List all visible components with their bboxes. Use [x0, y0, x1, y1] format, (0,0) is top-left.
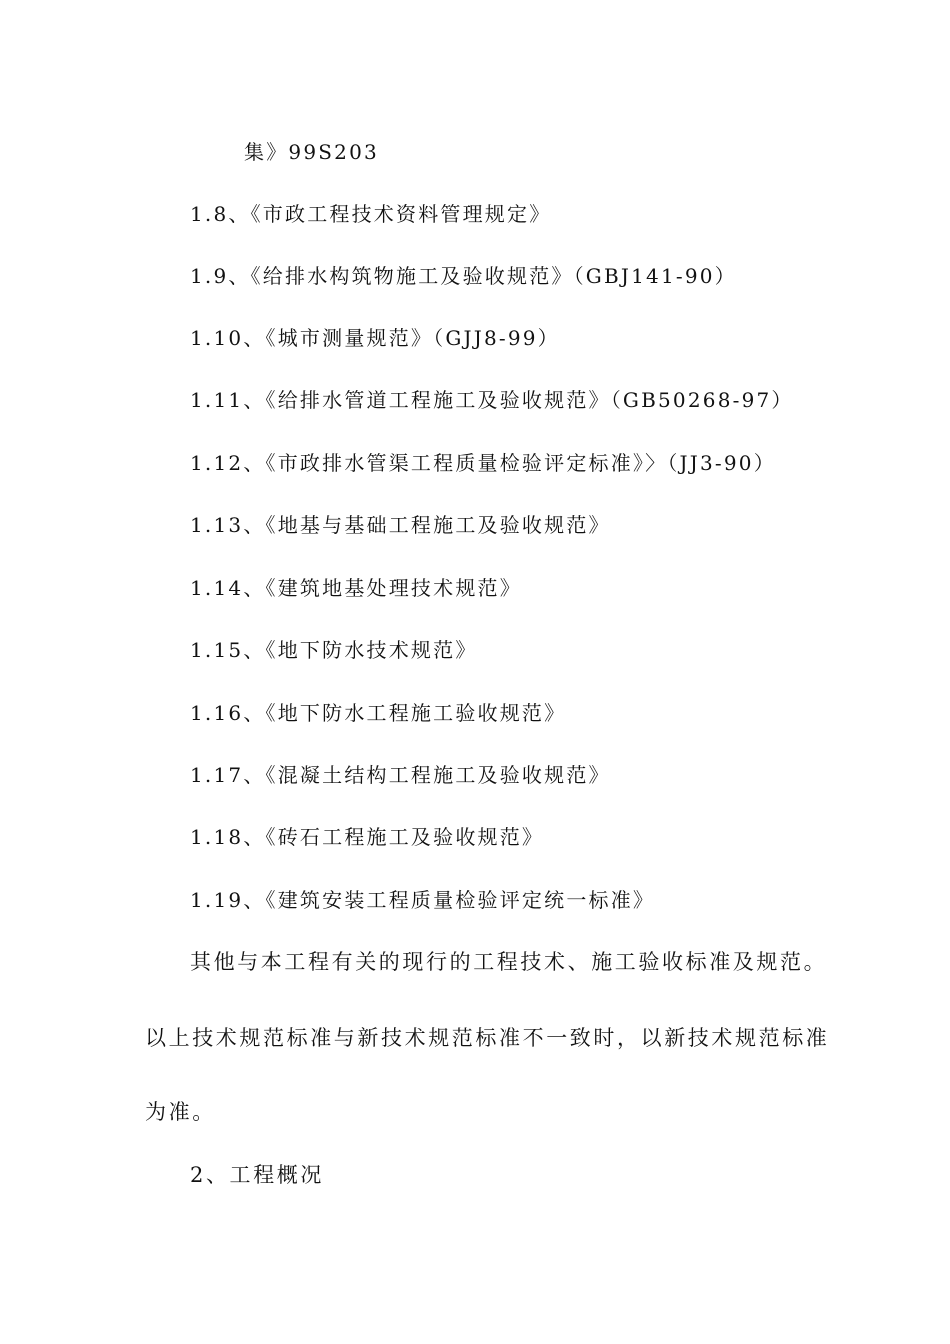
list-item-1-18: 1.18、《砖石工程施工及验收规范》: [190, 825, 545, 849]
list-item-1-10: 1.10、《城市测量规范》（GJJ8-99）: [190, 326, 560, 350]
paragraph-line-1: 其他与本工程有关的现行的工程技术、施工验收标准及规范。: [190, 950, 828, 974]
list-item-1-15: 1.15、《地下防水技术规范》: [190, 638, 478, 662]
list-item-1-12: 1.12、《市政排水管渠工程质量检验评定标准》〉（JJ3-90）: [190, 451, 776, 475]
list-item-1-19: 1.19、《建筑安装工程质量检验评定统一标准》: [190, 888, 656, 912]
list-item-1-9: 1.9、《给排水构筑物施工及验收规范》（GBJ141-90）: [190, 264, 737, 288]
list-item-1-8: 1.8、《市政工程技术资料管理规定》: [190, 202, 552, 226]
paragraph-line-3: 为准。: [145, 1100, 216, 1124]
list-item-1-16: 1.16、《地下防水工程施工验收规范》: [190, 701, 567, 725]
continued-list-line: 集》99S203: [244, 140, 379, 164]
list-item-1-11: 1.11、《给排水管道工程施工及验收规范》（GB50268-97）: [190, 388, 794, 412]
list-item-1-17: 1.17、《混凝土结构工程施工及验收规范》: [190, 763, 611, 787]
list-item-1-14: 1.14、《建筑地基处理技术规范》: [190, 576, 522, 600]
paragraph-line-2: 以上技术规范标准与新技术规范标准不一致时，以新技术规范标准: [145, 1026, 830, 1050]
section-heading: 2、工程概况: [190, 1163, 324, 1187]
list-item-1-13: 1.13、《地基与基础工程施工及验收规范》: [190, 513, 611, 537]
